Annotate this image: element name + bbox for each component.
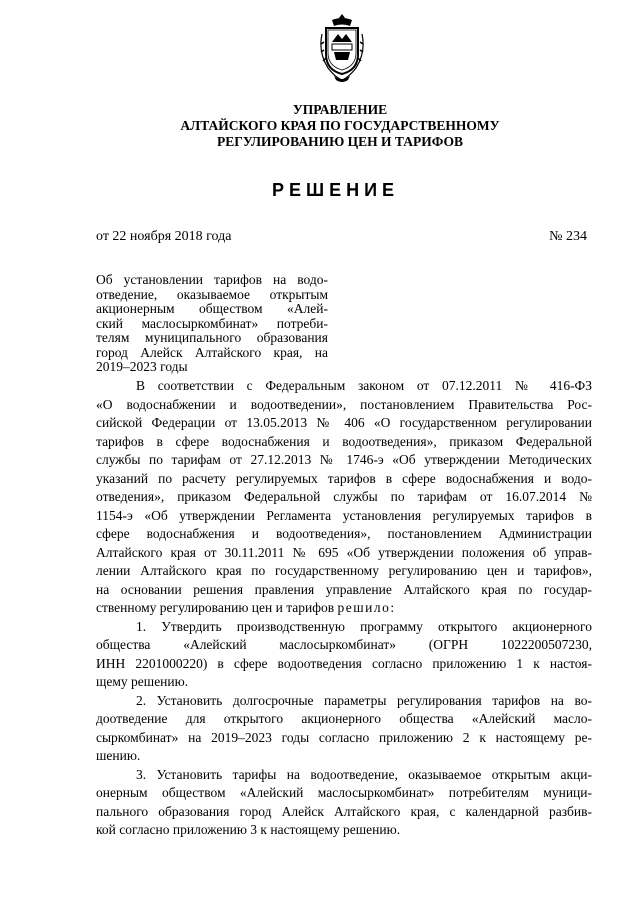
preamble: [96, 377, 592, 618]
authority-line-2: АЛТАЙСКОГО КРАЯ ПО ГОСУДАРСТВЕННОМУ: [180, 118, 500, 133]
body-line: пального образования город Алейск Алтайского края, с календарной разбив-: [96, 803, 592, 819]
body-line: Алтайского края от 30.11.2011 № 695 «Об утверждении положения об управ-: [96, 544, 592, 560]
authority-line-3: РЕГУЛИРОВАНИЮ ЦЕН И ТАРИФОВ: [216, 134, 464, 149]
subject-line: акционерным обществом «Алей-: [96, 301, 328, 316]
body-line: шению.: [96, 748, 141, 763]
body-line: доотведение для открытого акционерного общества «Алейский масло-: [96, 711, 592, 726]
body-line: тарифов в сфере водоснабжения и водоотведения», приказом Федеральной: [96, 433, 592, 449]
document-body: [96, 377, 592, 840]
body-line: сфере водоснабжения и водоотведения», постановлением Администрации: [96, 526, 592, 541]
body-line: отведения», приказом Федеральной службы по тарифам от 16.07.2014 №: [96, 489, 592, 504]
body-line: 2. Установить долгосрочные параметры регулирования тарифов на во-: [136, 692, 592, 708]
body-line: 1154-э «Об утверждении Регламента установления регулируемых тарифов в: [96, 507, 592, 523]
body-line: 1. Утвердить производственную программу открытого акционерного: [136, 618, 592, 634]
body-line: В соответствии с Федеральным законом от 07.12.2011 № 416-ФЗ: [136, 378, 592, 393]
decision-item-1: [96, 618, 592, 692]
body-line: сийской Федерации от 13.05.2013 № 406 «О государственном регулировании: [96, 415, 592, 430]
body-line: службы по тарифам от 27.12.2013 № 1746-э «Об утверждении Методических: [96, 452, 592, 467]
authority-line-1: УПРАВЛЕНИЕ: [292, 102, 388, 117]
body-line: сыркомбинат» на 2019–2023 годы согласно приложению 2 к настоящему ре-: [96, 729, 592, 745]
subject-line: отведение, оказываемое открытым: [96, 286, 328, 302]
subject-line: Об установлении тарифов на водо-: [96, 272, 328, 287]
body-line: общества «Алейский маслосыркомбинат» (ОГРН 1022200507230,: [96, 637, 592, 652]
decided-word: решило:: [337, 600, 396, 615]
subject-line: 2019–2023 годы: [96, 359, 188, 374]
body-line-text: ственному регулированию цен и тарифов: [96, 600, 335, 615]
body-line: щему решению.: [96, 674, 189, 689]
coat-of-arms-icon: [318, 12, 366, 86]
document-date: от 22 ноября 2018 года: [96, 229, 232, 244]
document-type: РЕШЕНИЕ: [271, 180, 400, 200]
body-line: лении Алтайского края по государственному регулированию цен и тарифов»,: [96, 563, 592, 578]
decision-item-2: [96, 692, 592, 766]
issuing-authority: [120, 102, 560, 150]
document-subject: [96, 273, 328, 375]
body-line: [96, 599, 592, 618]
document-number: № 234: [549, 229, 587, 244]
body-line: «О водоснабжении и водоотведении», постановлением Правительства Рос-: [96, 396, 592, 412]
body-line: на основании решения правления управление Алтайского края по государ-: [96, 581, 592, 597]
body-line: 3. Установить тарифы на водоотведение, оказываемое открытым акци-: [136, 766, 592, 782]
subject-line: ский маслосыркомбинат» потреби-: [96, 315, 328, 331]
subject-line: город Алейск Алтайского края, на: [96, 344, 328, 360]
subject-line: телям муниципального образования: [96, 330, 328, 345]
body-line: указаний по расчету регулируемых тарифов в сфере водоснабжения и водо-: [96, 470, 592, 486]
body-line: онерным обществом «Алейский маслосыркомбинат» потребителям муници-: [96, 785, 592, 800]
decision-item-3: [96, 766, 592, 840]
body-line: ИНН 2201000220) в сфере водоотведения согласно приложению 1 к настоя-: [96, 655, 592, 671]
body-line: кой согласно приложению 3 к настоящему решению.: [96, 822, 401, 837]
